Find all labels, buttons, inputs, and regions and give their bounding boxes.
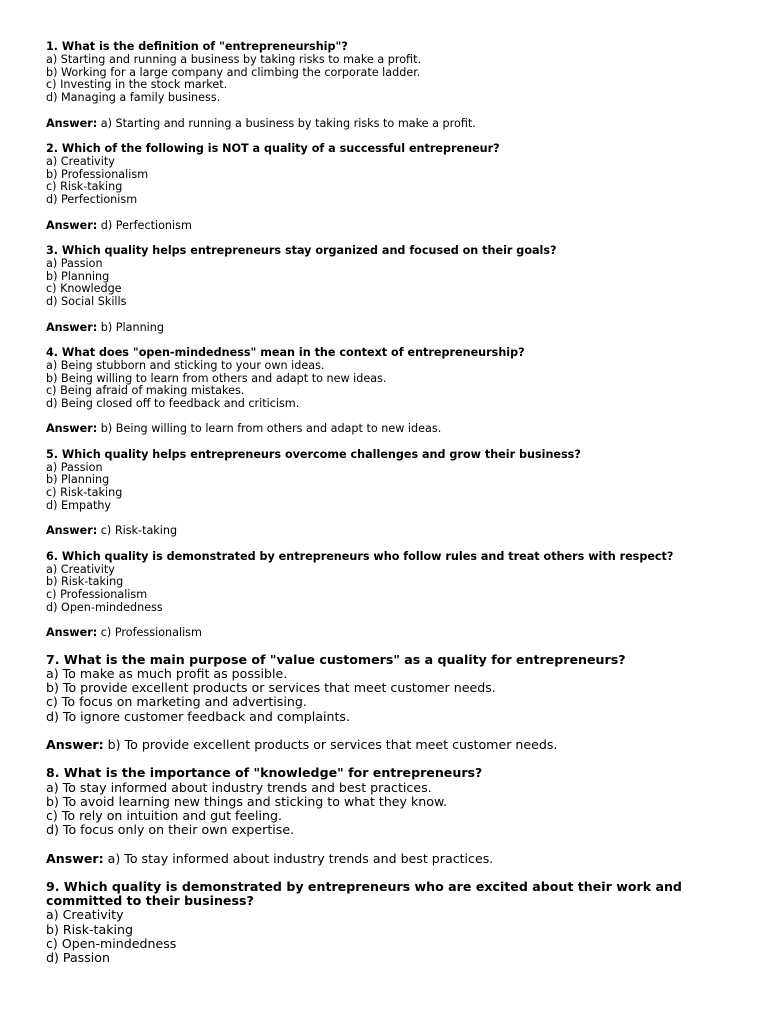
answer-line (46, 118, 736, 131)
answer-label: Answer: (46, 422, 98, 436)
option-d: d) Managing a family business. (46, 91, 221, 105)
answer-line (46, 423, 736, 436)
question-2 (46, 143, 736, 232)
option-d: d) Social Skills (46, 295, 127, 309)
option-b: b) Being willing to learn from others and adapt to new ideas. (46, 371, 387, 385)
option-c: c) To focus on marketing and advertising. (46, 694, 307, 710)
answer-text: c) Professionalism (100, 626, 202, 640)
answer-line (46, 627, 736, 640)
answer-text: b) To provide excellent products or services that meet customer needs. (107, 737, 558, 753)
option-d: d) To ignore customer feedback and complaints. (46, 708, 350, 724)
question-6 (46, 551, 736, 640)
document-page (46, 41, 736, 979)
answer-text: d) Perfectionism (100, 218, 192, 232)
question-title: 1. What is the definition of "entrepreneurship"? (46, 40, 348, 53)
question-title: 2. Which of the following is NOT a quality of a successful entrepreneur? (46, 141, 500, 155)
option-b: b) Planning (46, 269, 110, 283)
answer-text: b) Being willing to learn from others and adapt to new ideas. (100, 422, 442, 436)
answer-label: Answer: (46, 524, 98, 538)
question-title: 3. Which quality helps entrepreneurs stay organized and focused on their goals? (46, 243, 557, 257)
option-c: c) To rely on intuition and gut feeling. (46, 808, 282, 824)
option-b: b) Planning (46, 473, 110, 487)
option-b: b) To avoid learning new things and sticking to what they know. (46, 793, 448, 809)
option-b: b) Professionalism (46, 167, 149, 181)
option-a: a) Starting and running a business by taking risks to make a profit. (46, 52, 422, 66)
answer-label: Answer: (46, 626, 98, 640)
option-d: d) Open-mindedness (46, 601, 163, 615)
option-c: c) Open-mindedness (46, 935, 177, 951)
option-a: a) Creativity (46, 154, 115, 168)
option-a: a) To make as much profit as possible. (46, 666, 288, 682)
option-b: b) To provide excellent products or services that meet customer needs. (46, 680, 496, 696)
option-a: a) Creativity (46, 907, 124, 923)
answer-text: b) Planning (100, 320, 164, 334)
option-d: d) Empathy (46, 499, 112, 513)
answer-line (46, 852, 736, 866)
option-a: a) Being stubborn and sticking to your own ideas. (46, 358, 325, 372)
question-8 (46, 766, 736, 865)
option-a: a) Creativity (46, 562, 115, 576)
option-b: b) Working for a large company and climbing the corporate ladder. (46, 65, 421, 79)
answer-label: Answer: (46, 116, 98, 130)
option-d: d) Perfectionism (46, 193, 138, 207)
question-title: 8. What is the importance of "knowledge" for entrepreneurs? (46, 765, 483, 781)
question-7 (46, 653, 736, 752)
option-c: c) Knowledge (46, 282, 122, 296)
answer-label: Answer: (46, 320, 98, 334)
option-c: c) Risk-taking (46, 486, 123, 500)
question-5 (46, 449, 736, 538)
option-d: d) Passion (46, 950, 110, 966)
question-title: 4. What does "open-mindedness" mean in the context of entrepreneurship? (46, 345, 525, 359)
answer-line (46, 220, 736, 233)
option-c: c) Investing in the stock market. (46, 78, 228, 92)
option-c: c) Being afraid of making mistakes. (46, 384, 245, 398)
option-a: a) Passion (46, 460, 103, 474)
option-a: a) To stay informed about industry trends and best practices. (46, 779, 432, 795)
option-d: d) Being closed off to feedback and criticism. (46, 397, 300, 411)
answer-text: c) Risk-taking (100, 524, 178, 538)
answer-line (46, 738, 736, 752)
question-title: 7. What is the main purpose of "value customers" as a quality for entrepreneurs? (46, 651, 626, 667)
option-b: b) Risk-taking (46, 921, 133, 937)
answer-line (46, 322, 736, 335)
answer-text: a) To stay informed about industry trends and best practices. (107, 850, 494, 866)
option-b: b) Risk-taking (46, 575, 124, 589)
option-d: d) To focus only on their own expertise. (46, 822, 295, 838)
option-c: c) Risk-taking (46, 180, 123, 194)
question-title: 5. Which quality helps entrepreneurs overcome challenges and grow their business? (46, 447, 581, 461)
option-a: a) Passion (46, 256, 103, 270)
option-c: c) Professionalism (46, 588, 148, 602)
answer-label: Answer: (46, 850, 104, 866)
question-3 (46, 245, 736, 334)
answer-text: a) Starting and running a business by taking risks to make a profit. (100, 116, 476, 130)
answer-line (46, 525, 736, 538)
question-title: 6. Which quality is demonstrated by entrepreneurs who follow rules and treat others with respect? (46, 549, 674, 563)
question-1 (46, 41, 736, 130)
answer-label: Answer: (46, 218, 98, 232)
question-9 (46, 880, 736, 965)
answer-label: Answer: (46, 737, 104, 753)
question-4 (46, 347, 736, 436)
question-title: 9. Which quality is demonstrated by entrepreneurs who are excited about their work and committed to their business? (46, 879, 682, 909)
